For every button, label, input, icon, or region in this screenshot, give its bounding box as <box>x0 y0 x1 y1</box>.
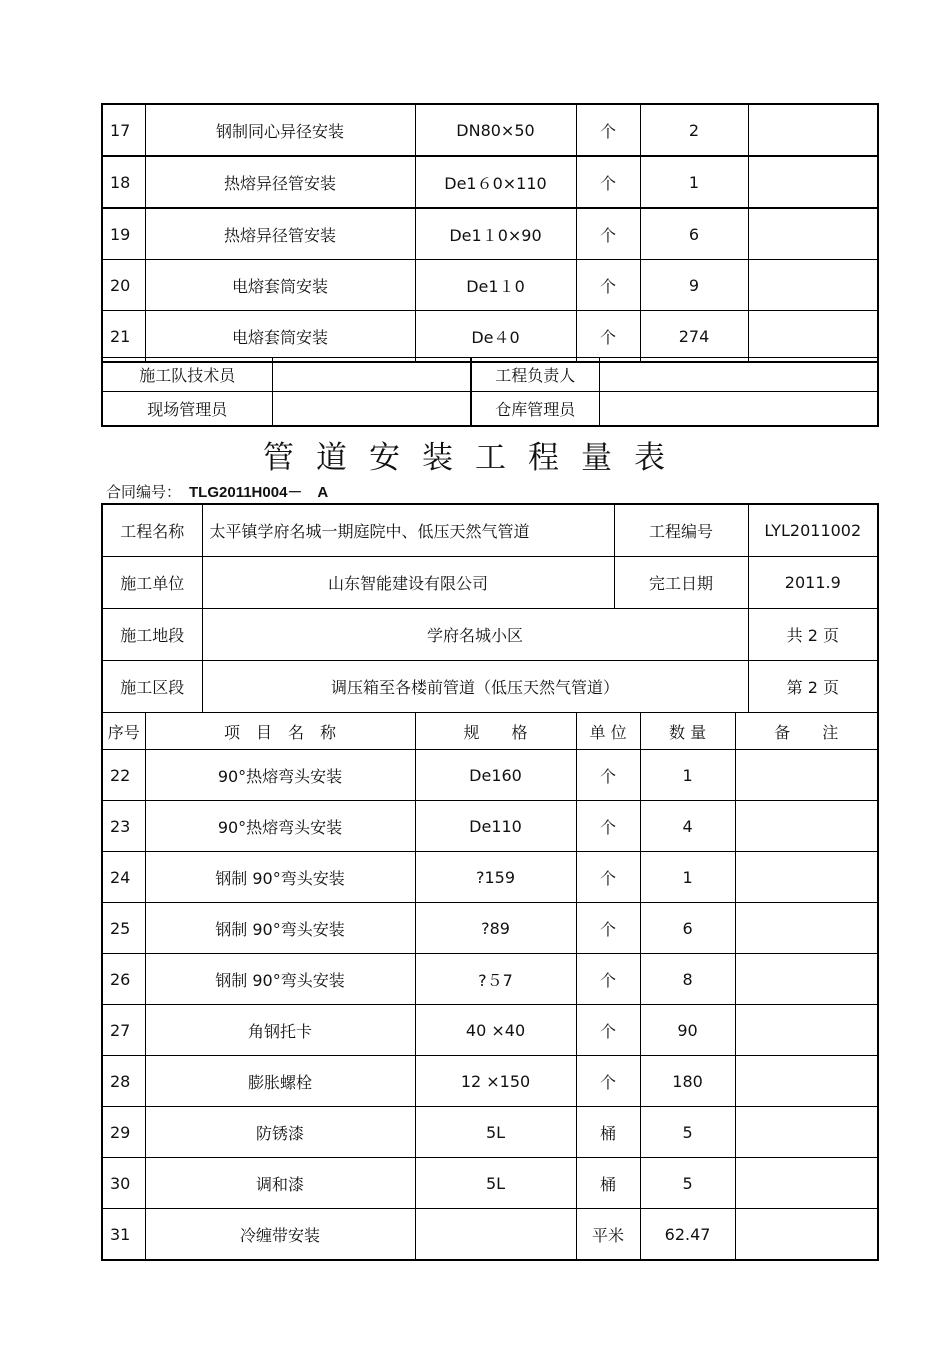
row-number: 28 <box>102 1056 145 1107</box>
item-unit: 个 <box>576 750 640 801</box>
table-row <box>102 1005 878 1056</box>
item-qty: 180 <box>640 1056 735 1107</box>
row-number: 19 <box>102 208 145 260</box>
item-spec: ?159 <box>415 852 576 903</box>
item-remark <box>748 260 878 311</box>
area: 调压箱至各楼前管道（低压天然气管道） <box>202 661 748 713</box>
item-spec: ?89 <box>415 903 576 954</box>
item-qty: 1 <box>640 750 735 801</box>
row-number: 27 <box>102 1005 145 1056</box>
item-remark <box>748 208 878 260</box>
project-no: LYL2011002 <box>748 504 878 557</box>
info-row <box>102 504 878 557</box>
item-remark <box>735 1209 878 1261</box>
item-name: 90°热熔弯头安装 <box>145 750 415 801</box>
item-name: 角钢托卡 <box>145 1005 415 1056</box>
table-row <box>102 208 878 260</box>
table-row <box>102 156 878 208</box>
item-remark <box>748 156 878 208</box>
total-pages: 共 2 页 <box>748 609 878 661</box>
table-row <box>102 903 878 954</box>
item-spec: De1１0×90 <box>415 208 576 260</box>
item-unit: 个 <box>576 954 640 1005</box>
item-qty: 62.47 <box>640 1209 735 1261</box>
item-qty: 2 <box>640 104 748 156</box>
project-name-label: 工程名称 <box>102 504 202 557</box>
row-number: 31 <box>102 1209 145 1261</box>
table-row <box>102 104 878 156</box>
item-qty: 6 <box>640 903 735 954</box>
contract-label: 合同编号： <box>106 483 182 501</box>
tech-label: 施工队技术员 <box>102 358 272 392</box>
quantity-table-part1 <box>101 103 879 363</box>
finish-date: 2011.9 <box>748 557 878 609</box>
tech-signature-field[interactable] <box>272 358 471 392</box>
item-unit: 桶 <box>576 1107 640 1158</box>
item-spec: De110 <box>415 801 576 852</box>
row-number: 20 <box>102 260 145 311</box>
item-name: 钢制 90°弯头安装 <box>145 954 415 1005</box>
contractor: 山东智能建设有限公司 <box>202 557 614 609</box>
row-number: 26 <box>102 954 145 1005</box>
item-unit: 个 <box>576 156 640 208</box>
table-row <box>102 311 878 363</box>
item-spec: 40 ×40 <box>415 1005 576 1056</box>
item-unit: 个 <box>576 311 640 363</box>
item-name: 电熔套筒安装 <box>145 311 415 363</box>
row-number: 29 <box>102 1107 145 1158</box>
item-qty: 8 <box>640 954 735 1005</box>
item-remark <box>735 750 878 801</box>
item-unit: 个 <box>576 260 640 311</box>
item-spec: 5L <box>415 1107 576 1158</box>
signature-row <box>102 392 878 427</box>
item-name: 冷缠带安装 <box>145 1209 415 1261</box>
item-spec: De160 <box>415 750 576 801</box>
item-qty: 1 <box>640 852 735 903</box>
info-row <box>102 609 878 661</box>
item-unit: 个 <box>576 903 640 954</box>
item-name: 防锈漆 <box>145 1107 415 1158</box>
item-remark <box>735 852 878 903</box>
item-remark <box>735 954 878 1005</box>
quantity-table-part2 <box>101 503 879 1261</box>
table-row <box>102 954 878 1005</box>
item-qty: 5 <box>640 1107 735 1158</box>
table-row <box>102 801 878 852</box>
contract-value: TLG2011H004－ A <box>189 484 329 501</box>
item-unit: 平米 <box>576 1209 640 1261</box>
item-qty: 4 <box>640 801 735 852</box>
item-remark <box>748 104 878 156</box>
item-qty: 5 <box>640 1158 735 1209</box>
item-unit: 个 <box>576 852 640 903</box>
item-spec <box>415 1209 576 1261</box>
item-unit: 个 <box>576 1056 640 1107</box>
item-qty: 1 <box>640 156 748 208</box>
col-header-qty: 数 量 <box>640 713 735 750</box>
table-row <box>102 1158 878 1209</box>
site-label: 现场管理员 <box>102 392 272 427</box>
col-header-unit: 单 位 <box>576 713 640 750</box>
row-number: 24 <box>102 852 145 903</box>
item-name: 钢制 90°弯头安装 <box>145 903 415 954</box>
signature-row <box>102 358 878 392</box>
item-spec: 12 ×150 <box>415 1056 576 1107</box>
col-header-no: 序号 <box>102 713 145 750</box>
item-qty: 90 <box>640 1005 735 1056</box>
project-name: 太平镇学府名城一期庭院中、低压天然气管道 <box>202 504 614 557</box>
item-spec: De1１0 <box>415 260 576 311</box>
page-number: 第 2 页 <box>748 661 878 713</box>
table-row <box>102 852 878 903</box>
col-header-spec: 规 格 <box>415 713 576 750</box>
column-header-row <box>102 713 878 750</box>
item-remark <box>748 311 878 363</box>
section-label: 施工地段 <box>102 609 202 661</box>
page-title: 管道安装工程量表 <box>263 440 687 476</box>
contractor-label: 施工单位 <box>102 557 202 609</box>
item-spec: De1６0×110 <box>415 156 576 208</box>
info-row <box>102 661 878 713</box>
warehouse-signature-field[interactable] <box>599 392 878 427</box>
info-row <box>102 557 878 609</box>
item-spec: 5L <box>415 1158 576 1209</box>
item-name: 90°热熔弯头安装 <box>145 801 415 852</box>
item-spec: DN80×50 <box>415 104 576 156</box>
item-unit: 个 <box>576 104 640 156</box>
item-remark <box>735 1056 878 1107</box>
warehouse-label: 仓库管理员 <box>471 392 599 427</box>
project-no-label: 工程编号 <box>614 504 748 557</box>
col-header-remark: 备 注 <box>735 713 878 750</box>
item-unit: 桶 <box>576 1158 640 1209</box>
site-signature-field[interactable] <box>272 392 471 427</box>
item-name: 膨胀螺栓 <box>145 1056 415 1107</box>
table-row <box>102 1056 878 1107</box>
table-row <box>102 1209 878 1261</box>
item-unit: 个 <box>576 1005 640 1056</box>
section: 学府名城小区 <box>202 609 748 661</box>
manager-label: 工程负责人 <box>471 358 599 392</box>
item-name: 钢制同心异径安装 <box>145 104 415 156</box>
item-remark <box>735 1158 878 1209</box>
row-number: 21 <box>102 311 145 363</box>
item-qty: 274 <box>640 311 748 363</box>
item-name: 热熔异径管安装 <box>145 156 415 208</box>
area-label: 施工区段 <box>102 661 202 713</box>
item-qty: 6 <box>640 208 748 260</box>
col-header-name: 项 目 名 称 <box>145 713 415 750</box>
item-name: 热熔异径管安装 <box>145 208 415 260</box>
item-qty: 9 <box>640 260 748 311</box>
table-row <box>102 260 878 311</box>
row-number: 18 <box>102 156 145 208</box>
item-remark <box>735 903 878 954</box>
row-number: 25 <box>102 903 145 954</box>
row-number: 22 <box>102 750 145 801</box>
item-unit: 个 <box>576 208 640 260</box>
item-remark <box>735 801 878 852</box>
manager-signature-field[interactable] <box>599 358 878 392</box>
item-name: 调和漆 <box>145 1158 415 1209</box>
row-number: 17 <box>102 104 145 156</box>
table-row <box>102 750 878 801</box>
item-unit: 个 <box>576 801 640 852</box>
item-spec: De４0 <box>415 311 576 363</box>
contract-number <box>106 481 328 502</box>
row-number: 30 <box>102 1158 145 1209</box>
finish-date-label: 完工日期 <box>614 557 748 609</box>
item-remark <box>735 1005 878 1056</box>
item-name: 电熔套筒安装 <box>145 260 415 311</box>
signature-table <box>101 357 879 427</box>
item-name: 钢制 90°弯头安装 <box>145 852 415 903</box>
item-remark <box>735 1107 878 1158</box>
row-number: 23 <box>102 801 145 852</box>
item-spec: ?５7 <box>415 954 576 1005</box>
table-row <box>102 1107 878 1158</box>
